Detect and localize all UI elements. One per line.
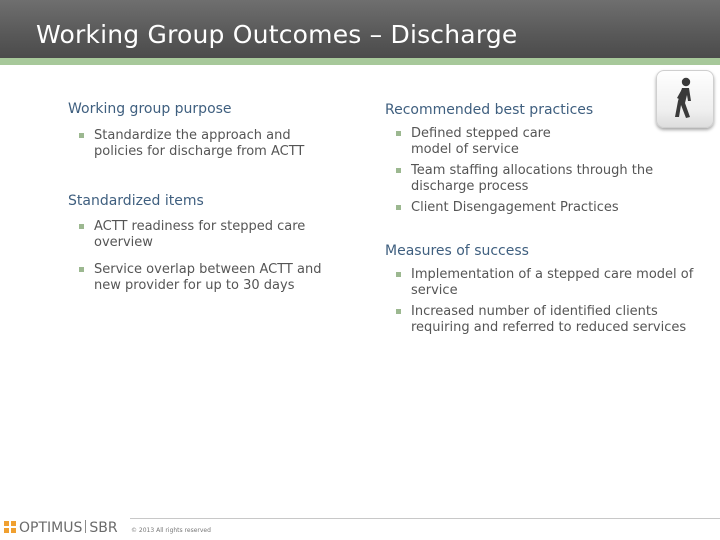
logo-separator — [85, 520, 86, 533]
list-item: Increased number of identified clients requiring and referred to reduced services — [385, 304, 705, 336]
title-bar — [0, 0, 720, 58]
company-logo — [4, 520, 118, 538]
list-item: Client Disengagement Practices — [385, 200, 685, 216]
recommended-list — [385, 126, 685, 221]
logo-text-left: OPTIMUS — [19, 520, 83, 536]
list-item: Team staffing allocations through the discharge process — [385, 163, 671, 195]
copyright-text: © 2013 All rights reserved — [131, 527, 211, 534]
measures-heading: Measures of success — [385, 243, 529, 259]
logo-text-right: SBR — [89, 520, 118, 536]
list-item: ACTT readiness for stepped care overview — [68, 219, 343, 251]
accent-bar — [0, 58, 720, 65]
standardized-list — [68, 219, 343, 305]
purpose-list — [68, 128, 343, 160]
list-item: Service overlap between ACTT and new provider for up to 30 days — [68, 262, 343, 294]
footer-divider — [130, 518, 720, 519]
purpose-heading: Working group purpose — [68, 101, 232, 117]
slide-title: Working Group Outcomes – Discharge — [36, 20, 518, 49]
list-item: Defined stepped care model of service — [385, 126, 561, 158]
walking-person-icon — [656, 70, 714, 128]
recommended-heading: Recommended best practices — [385, 102, 594, 118]
list-item: Standardize the approach and policies for discharge from ACTT — [68, 128, 343, 160]
logo-mark-icon — [4, 521, 16, 533]
walker-tile — [656, 70, 714, 128]
measures-list — [385, 267, 705, 341]
standardized-heading: Standardized items — [68, 193, 204, 209]
list-item: Implementation of a stepped care model of service — [385, 267, 705, 299]
